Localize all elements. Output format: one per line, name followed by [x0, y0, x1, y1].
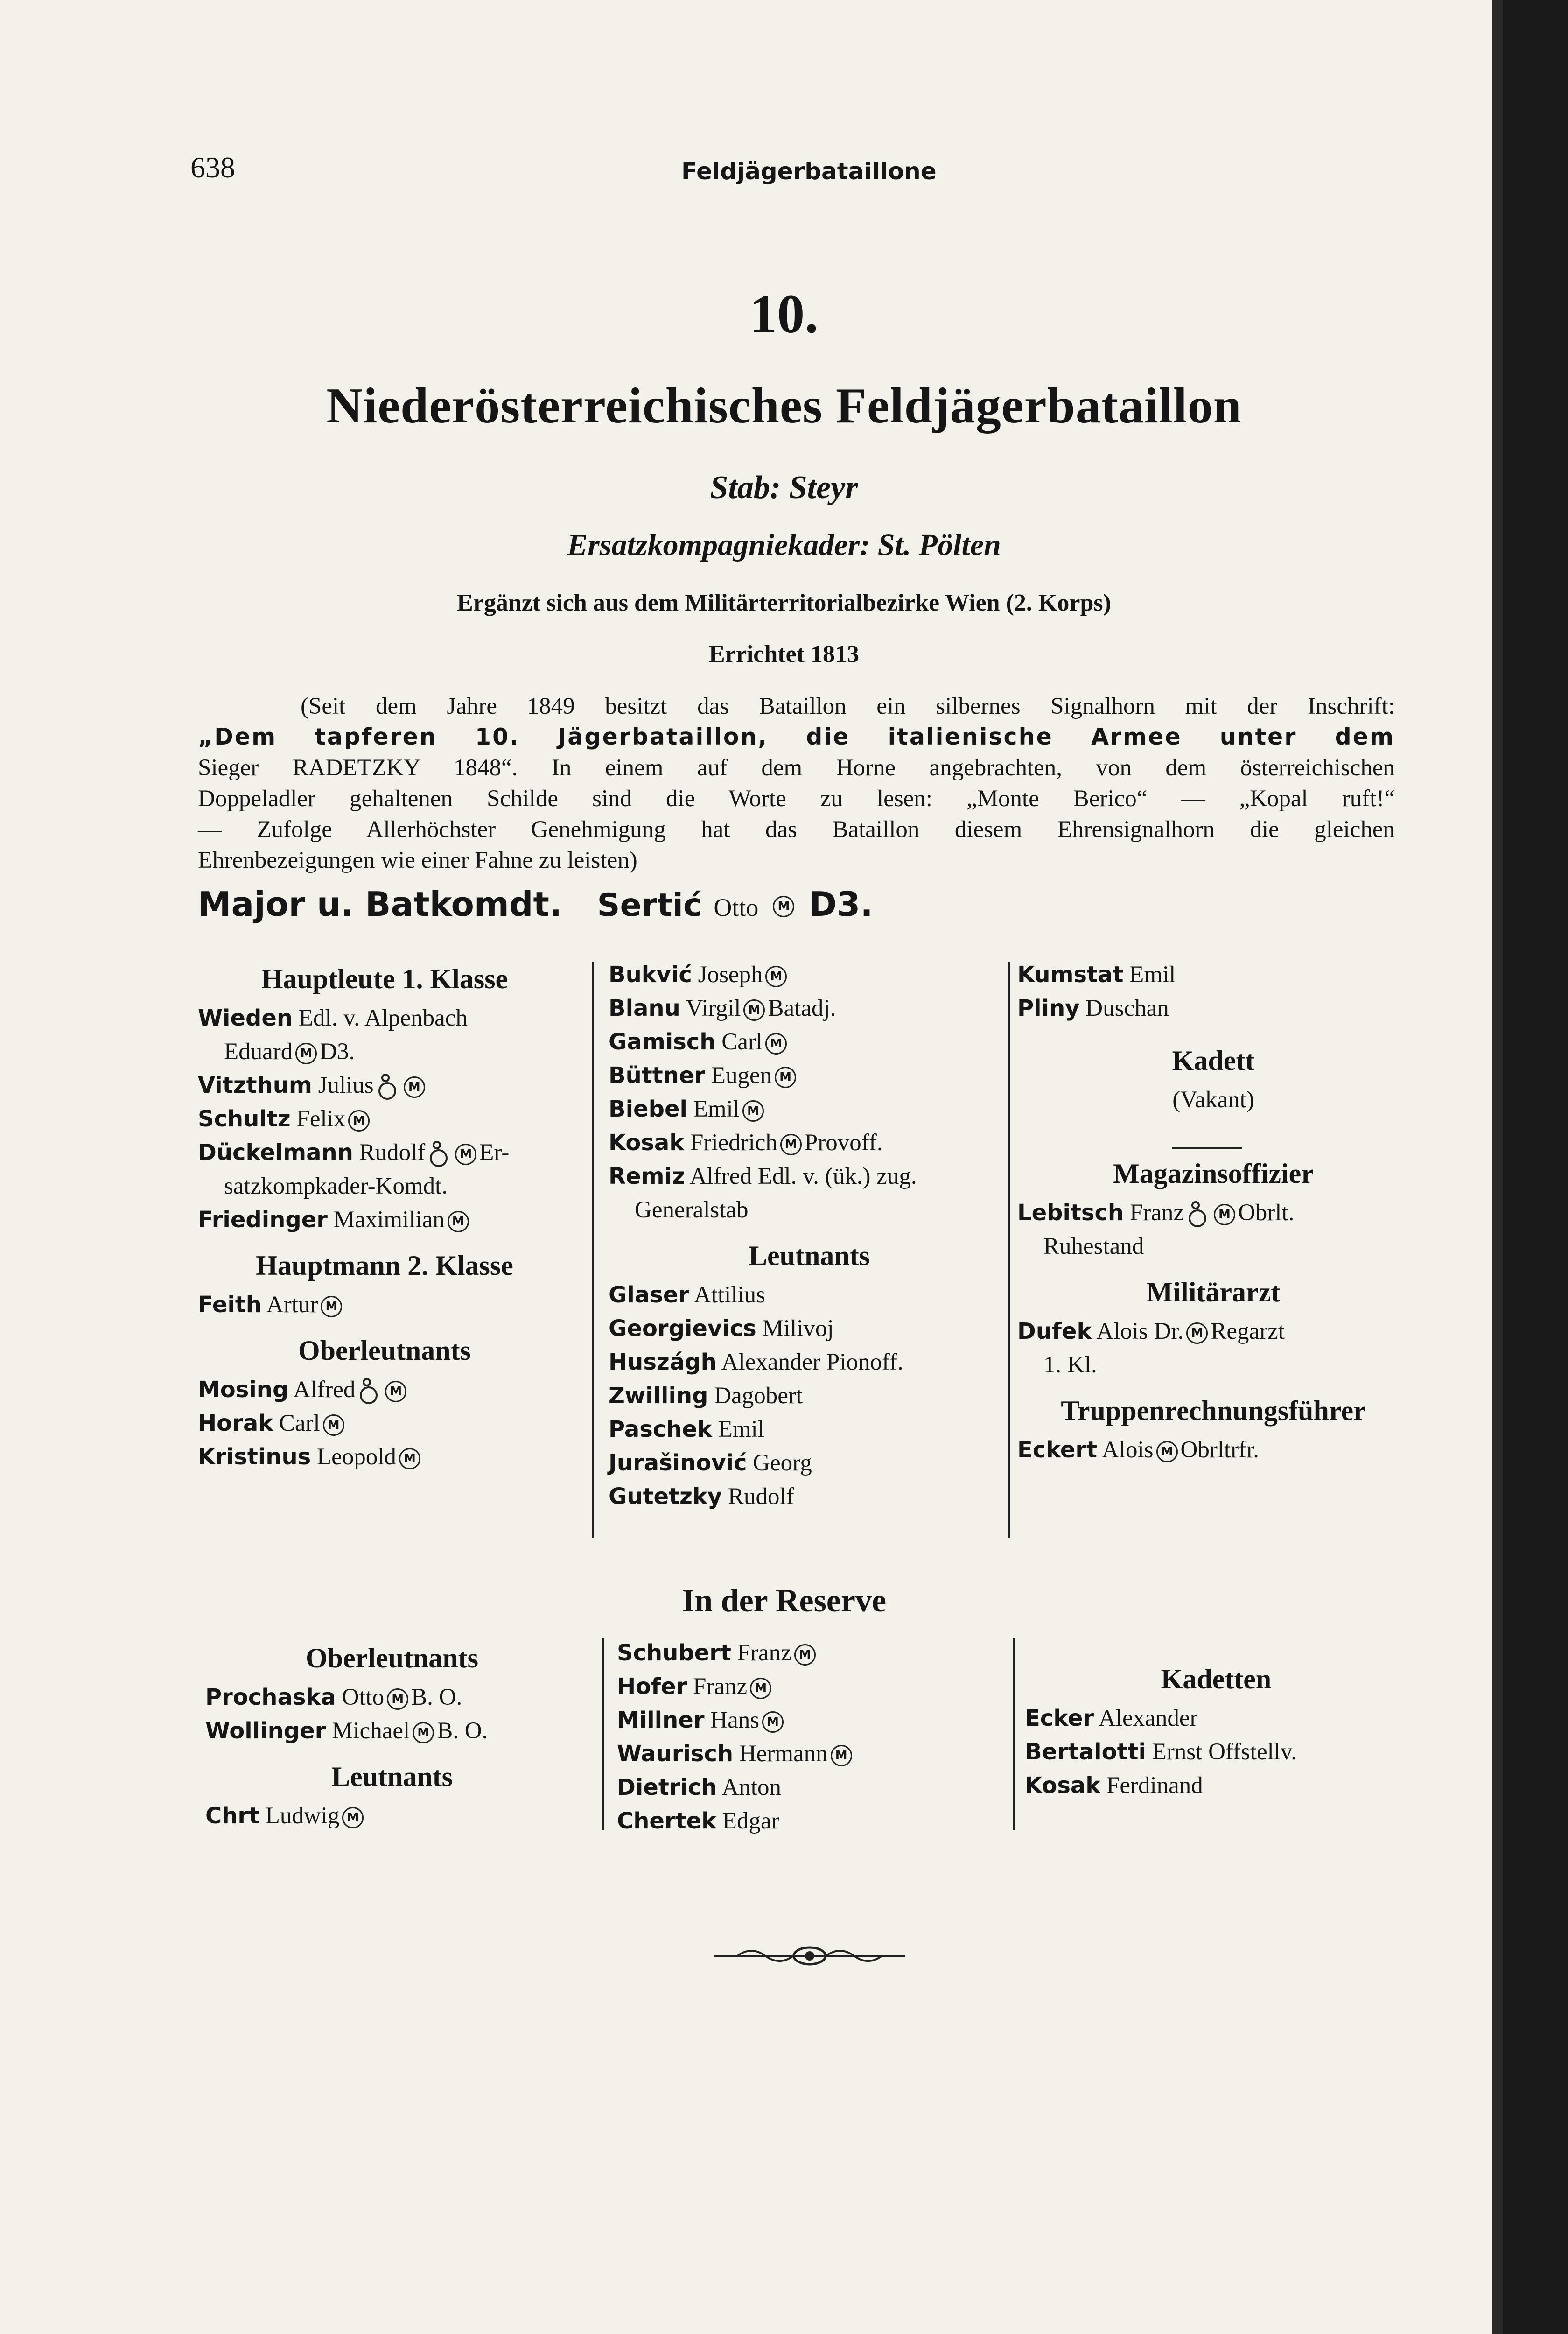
entry-text: Attilius — [693, 1282, 766, 1308]
entry-text: Pionoff. — [826, 1349, 903, 1375]
surname: Remiz — [609, 1163, 685, 1189]
commander-rank: Major u. Batkomdt. — [198, 885, 562, 924]
merit-medal-icon: M — [1214, 1204, 1235, 1225]
roster-entry — [1025, 1769, 1407, 1802]
roster-column-3 — [1017, 958, 1409, 1467]
surname: Paschek — [609, 1416, 712, 1442]
merit-medal-icon: M — [765, 966, 787, 987]
entry-text: B. O. — [411, 1684, 462, 1710]
surname: Horak — [198, 1410, 273, 1436]
entry-text: Alexander — [721, 1349, 821, 1375]
entry-text: Alois — [1101, 1437, 1154, 1463]
roster-entry — [1025, 1701, 1407, 1735]
merit-medal-icon: M — [295, 1043, 317, 1064]
commander-decoration: D3. — [809, 885, 873, 924]
entry-text: Alois Dr. — [1096, 1318, 1184, 1344]
roster-entry — [198, 1373, 571, 1406]
order-cross-icon — [360, 1386, 378, 1404]
reserve-heading: In der Reserve — [681, 1583, 887, 1619]
entry-text: Er- — [479, 1139, 510, 1166]
merit-medal-icon: M — [794, 1644, 816, 1666]
history-line: Ehrenbezeigungen wie einer Fahne zu leisten) — [198, 847, 637, 873]
surname: Vitzthum — [198, 1072, 312, 1098]
roster-entry — [198, 1136, 571, 1169]
surname: Dietrich — [617, 1774, 717, 1800]
order-cross-icon — [378, 1082, 396, 1100]
merit-medal-icon: M — [321, 1296, 342, 1317]
merit-medal-icon: M — [1156, 1441, 1178, 1462]
staff-location: Stab: Steyr — [710, 470, 858, 506]
roster-entry — [198, 1001, 571, 1035]
entry-text: Hermann — [739, 1741, 828, 1767]
entry-text: Georg — [753, 1450, 812, 1476]
roster-entry — [1017, 991, 1409, 1025]
roster-entry — [617, 1670, 1000, 1703]
surname: Bukvić — [609, 962, 692, 988]
surname: Bertalotti — [1025, 1739, 1146, 1765]
roster-entry — [1017, 1196, 1409, 1230]
roster-entry — [617, 1703, 1000, 1737]
roster-entry — [609, 1126, 1010, 1160]
roster-entry-continuation — [1017, 1348, 1409, 1382]
reserve-column-1 — [205, 1629, 579, 1833]
surname: Wieden — [198, 1005, 293, 1031]
recruitment-district: Ergänzt sich aus dem Militärterritorialbezirke Wien (2. Korps) — [457, 590, 1111, 616]
entry-text: Otto — [342, 1684, 385, 1710]
surname: Georgievics — [609, 1315, 756, 1342]
surname: Chrt — [205, 1803, 260, 1829]
section-heading: Kadetten — [1161, 1664, 1272, 1694]
entry-text: Regarzt — [1211, 1318, 1285, 1344]
entry-text: D3. — [320, 1039, 355, 1065]
entry-text: Emil — [718, 1416, 764, 1442]
surname: Büttner — [609, 1062, 706, 1089]
roster-entry — [198, 1440, 571, 1474]
surname: Wollinger — [205, 1718, 326, 1744]
roster-entry — [198, 1203, 571, 1237]
order-cross-icon — [1189, 1209, 1206, 1227]
merit-medal-icon: M — [750, 1678, 771, 1699]
entry-text: Leopold — [316, 1444, 396, 1470]
entry-text: Carl — [721, 1029, 763, 1055]
entry-text: B. O. — [437, 1718, 488, 1744]
roster-entry — [609, 1025, 1010, 1059]
entry-text: 1. Kl. — [1043, 1352, 1097, 1378]
roster-entry — [609, 1278, 1010, 1312]
merit-medal-icon: M — [775, 1067, 796, 1088]
merit-medal-icon: M — [455, 1144, 476, 1165]
history-line: Doppeladler gehaltenen Schilde sind die Worte zu lesen: „Monte Berico“ — „Kopal ruft!“ — [198, 786, 1395, 812]
roster-entry — [205, 1799, 579, 1833]
entry-text: Duschan — [1085, 995, 1169, 1021]
entry-text: satzkompkader-Komdt. — [224, 1173, 448, 1199]
roster-entry — [1017, 958, 1409, 991]
battalion-commander — [198, 885, 873, 924]
roster-entry — [609, 1446, 1010, 1480]
reserve-column-2 — [617, 1636, 1000, 1838]
commander-surname: Sertić — [597, 887, 702, 924]
ornament-icon — [709, 1942, 910, 1970]
surname: Huszágh — [609, 1349, 717, 1375]
entry-text: Rudolf — [728, 1483, 794, 1510]
section-heading: Leutnants — [748, 1240, 870, 1271]
surname: Kristinus — [198, 1444, 311, 1470]
entry-text: Dagobert — [714, 1383, 803, 1409]
page-title: Niederösterreichisches Feldjägerbataillon — [326, 378, 1242, 434]
roster-entry — [198, 1288, 571, 1322]
page-number: 638 — [190, 151, 235, 184]
roster-entry — [609, 1480, 1010, 1513]
section-heading: Leutnants — [331, 1761, 453, 1792]
entry-text: Alfred — [293, 1377, 356, 1403]
vacant-note: (Vakant) — [1172, 1087, 1254, 1113]
merit-medal-icon: M — [404, 1076, 425, 1098]
roster-entry — [617, 1737, 1000, 1771]
battalion-number: 10. — [749, 283, 819, 344]
roster-entry-continuation — [198, 1169, 571, 1203]
roster-entry — [198, 1102, 571, 1136]
entry-text: Joseph — [698, 962, 763, 988]
running-title: Feldjägerbataillone — [681, 158, 937, 185]
merit-medal-icon: M — [1186, 1322, 1208, 1344]
merit-medal-icon: M — [385, 1381, 406, 1402]
merit-medal-icon: M — [780, 1134, 802, 1155]
surname: Prochaska — [205, 1684, 336, 1710]
surname: Millner — [617, 1707, 705, 1733]
roster-entry — [205, 1714, 579, 1748]
roster-entry — [617, 1771, 1000, 1804]
roster-entry-continuation — [198, 1035, 571, 1069]
entry-text: Edl. v. Alpenbach — [298, 1005, 468, 1031]
surname: Dufek — [1017, 1318, 1092, 1344]
spacer — [1017, 1117, 1409, 1145]
entry-text: Obrlt. — [1238, 1200, 1295, 1226]
entry-text: Obrltrfr. — [1180, 1437, 1260, 1463]
history-line: (Seit dem Jahre 1849 besitzt das Bataillon ein silbernes Signalhorn mit der Inschrift: — [301, 693, 1395, 719]
history-line: — Zufolge Allerhöchster Genehmigung hat das Bataillon diesem Ehrensignalhorn die gleichen — [198, 816, 1395, 843]
entry-text: Batadj. — [768, 995, 836, 1021]
entry-text: Anton — [721, 1774, 781, 1800]
entry-text: Provoff. — [804, 1130, 883, 1156]
history-line: Sieger RADETZKY 1848“. In einem auf dem Horne angebrachten, von dem österreichischen — [198, 755, 1395, 781]
entry-text: Milivoj — [762, 1315, 834, 1342]
merit-medal-icon: M — [773, 896, 794, 917]
surname: Feith — [198, 1292, 262, 1318]
surname: Pliny — [1017, 995, 1080, 1021]
entry-text: Friedrich — [690, 1130, 777, 1156]
surname: Biebel — [609, 1096, 687, 1122]
short-divider — [1172, 1147, 1242, 1149]
surname: Jurašinović — [609, 1450, 747, 1476]
surname: Mosing — [198, 1377, 289, 1403]
roster-entry-continuation — [609, 1193, 1010, 1227]
surname: Schultz — [198, 1106, 291, 1132]
section-heading: Hauptleute 1. Klasse — [261, 963, 508, 994]
entry-text: Michael — [332, 1718, 410, 1744]
merit-medal-icon: M — [413, 1722, 434, 1743]
entry-text: Eduard — [224, 1039, 293, 1065]
merit-medal-icon: M — [387, 1688, 408, 1710]
roster-entry — [198, 1069, 571, 1102]
order-cross-icon — [430, 1149, 448, 1167]
surname: Lebitsch — [1017, 1200, 1124, 1226]
roster-entry — [1017, 1315, 1409, 1348]
roster-column-2 — [609, 958, 1010, 1513]
entry-text: Franz — [1129, 1200, 1184, 1226]
entry-text: Alexander — [1099, 1705, 1198, 1731]
surname: Schubert — [617, 1640, 731, 1666]
roster-entry — [609, 1413, 1010, 1446]
entry-text: Ernst Offstellv. — [1152, 1739, 1297, 1765]
entry-text: Edgar — [722, 1808, 779, 1834]
section-heading: Militärarzt — [1146, 1277, 1281, 1308]
roster-entry — [617, 1636, 1000, 1670]
history-line: „Dem tapferen 10. Jägerbataillon, die italienische Armee unter dem — [198, 724, 1395, 750]
merit-medal-icon: M — [743, 999, 765, 1021]
surname: Ecker — [1025, 1705, 1094, 1731]
surname: Friedinger — [198, 1207, 328, 1233]
column-divider — [1013, 1638, 1015, 1830]
roster-entry — [1017, 1433, 1409, 1467]
surname: Blanu — [609, 995, 680, 1021]
roster-entry — [609, 1160, 1010, 1193]
entry-text: Emil — [1129, 962, 1176, 988]
surname: Kosak — [609, 1130, 685, 1156]
roster-entry — [1025, 1735, 1407, 1769]
roster-entry — [609, 958, 1010, 991]
section-heading: Kadett — [1172, 1045, 1255, 1076]
surname: Glaser — [609, 1282, 690, 1308]
merit-medal-icon: M — [742, 1100, 764, 1122]
roster-entry — [609, 991, 1010, 1025]
roster-entry — [609, 1345, 1010, 1379]
entry-text: Ludwig — [265, 1803, 340, 1829]
reserve-column-3 — [1025, 1650, 1407, 1802]
roster-entry — [609, 1092, 1010, 1126]
commander-firstname: Otto — [714, 893, 759, 921]
surname: Gutetzky — [609, 1483, 722, 1510]
column-divider — [1008, 962, 1010, 1538]
surname: Chertek — [617, 1808, 717, 1834]
merit-medal-icon: M — [765, 1033, 787, 1055]
entry-text: Franz — [737, 1640, 791, 1666]
entry-text: Rudolf — [359, 1139, 426, 1166]
section-heading: Hauptmann 2. Klasse — [256, 1250, 513, 1281]
roster-entry-continuation — [1017, 1230, 1409, 1263]
roster-column-1 — [198, 950, 571, 1474]
merit-medal-icon: M — [399, 1448, 420, 1469]
entry-text: Emil — [693, 1096, 740, 1122]
merit-medal-icon: M — [342, 1807, 364, 1828]
entry-text: Felix — [296, 1106, 346, 1132]
roster-entry — [609, 1379, 1010, 1413]
entry-text: Franz — [693, 1673, 748, 1700]
roster-entry — [198, 1406, 571, 1440]
surname: Kumstat — [1017, 962, 1124, 988]
surname: Waurisch — [617, 1741, 734, 1767]
surname: Zwilling — [609, 1383, 708, 1409]
surname: Eckert — [1017, 1437, 1098, 1463]
column-divider — [592, 962, 594, 1538]
entry-text: Alfred Edl. v. (ük.) zug. — [689, 1163, 917, 1189]
entry-text: Eugen — [711, 1062, 772, 1089]
entry-text: Julius — [318, 1072, 374, 1098]
section-heading: Magazinsoffizier — [1113, 1158, 1314, 1189]
roster-entry — [609, 1059, 1010, 1092]
entry-text: Maximilian — [333, 1207, 445, 1233]
surname: Kosak — [1025, 1772, 1101, 1799]
section-heading: Oberleutnants — [298, 1335, 471, 1366]
founding-year: Errichtet 1813 — [708, 641, 859, 668]
entry-text: Ferdinand — [1106, 1772, 1203, 1799]
entry-text: Artur — [266, 1292, 318, 1318]
entry-text: Carl — [279, 1410, 320, 1436]
section-heading: Oberleutnants — [305, 1643, 479, 1673]
merit-medal-icon: M — [348, 1110, 370, 1132]
roster-entry — [617, 1804, 1000, 1838]
entry-text: Ruhestand — [1043, 1233, 1144, 1259]
merit-medal-icon: M — [831, 1745, 852, 1766]
column-divider — [602, 1638, 604, 1830]
merit-medal-icon: M — [323, 1414, 344, 1436]
merit-medal-icon: M — [448, 1211, 469, 1232]
surname: Dückelmann — [198, 1139, 353, 1166]
roster-entry — [205, 1680, 579, 1714]
section-heading: Truppenrechnungsführer — [1061, 1395, 1366, 1426]
surname: Hofer — [617, 1673, 687, 1700]
entry-text: Hans — [710, 1707, 760, 1733]
roster-entry — [609, 1312, 1010, 1345]
reserve-cadre-location: Ersatzkompagniekader: St. Pölten — [567, 528, 1001, 562]
entry-text: Virgil — [686, 995, 741, 1021]
surname: Gamisch — [609, 1029, 716, 1055]
history-paragraph — [198, 691, 1395, 876]
entry-text: Generalstab — [635, 1197, 749, 1223]
merit-medal-icon: M — [762, 1711, 784, 1733]
